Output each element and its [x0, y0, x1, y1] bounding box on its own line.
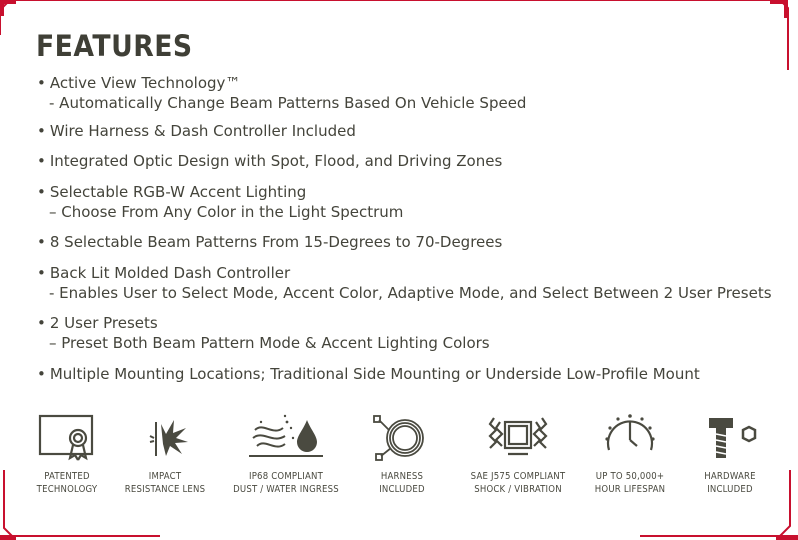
icon-label: PATENTED TECHNOLOGY [36, 471, 98, 495]
certificate-icon [32, 408, 102, 464]
feature-main: • Back Lit Molded Dash Controller [37, 264, 290, 282]
feature-main: • 2 User Presets [37, 314, 158, 332]
feature-main: • Selectable RGB-W Accent Lighting [37, 183, 306, 201]
feature-sub: - Automatically Change Beam Patterns Based On Vehicle Speed [49, 94, 527, 112]
feature-main: • 8 Selectable Beam Patterns From 15-Degrees to 70-Degrees [37, 233, 502, 251]
bolt-nut-icon [695, 408, 765, 464]
feature-item [37, 121, 356, 141]
icon-cell-harness [347, 408, 457, 496]
icon-cell-ip68 [231, 408, 341, 496]
icon-label: IP68 COMPLIANT DUST / WATER INGRESS [233, 471, 339, 495]
water-dust-icon [241, 408, 331, 464]
feature-item [37, 182, 403, 222]
stopwatch-icon [595, 408, 665, 464]
feature-main: • Wire Harness & Dash Controller Included [37, 122, 356, 140]
feature-sub: – Preset Both Beam Pattern Mode & Accent Lighting Colors [49, 334, 490, 352]
icon-label: SAE J575 COMPLIANT SHOCK / VIBRATION [470, 471, 566, 495]
icon-label: HARDWARE INCLUDED [704, 471, 756, 495]
page-title: FEATURES [36, 29, 193, 63]
feature-item [37, 313, 490, 353]
feature-item [37, 232, 502, 252]
icon-cell-lifespan [575, 408, 685, 496]
feature-icons-row [0, 408, 798, 518]
harness-icon [367, 408, 437, 464]
feature-sub: - Enables User to Select Mode, Accent Color, Adaptive Mode, and Select Between 2 User Presets [49, 284, 772, 302]
vibration-icon [478, 408, 558, 464]
feature-main: • Active View Technology™ [37, 74, 240, 92]
feature-main: • Multiple Mounting Locations; Traditional Side Mounting or Underside Low-Profile Mount [37, 365, 700, 383]
feature-item [37, 151, 502, 171]
icon-label: UP TO 50,000+ HOUR LIFESPAN [594, 471, 666, 495]
feature-item [37, 364, 700, 384]
feature-main: • Integrated Optic Design with Spot, Flood, and Driving Zones [37, 152, 502, 170]
feature-sub: – Choose From Any Color in the Light Spectrum [49, 203, 404, 221]
feature-item [37, 263, 772, 303]
icon-cell-hardware [675, 408, 785, 496]
icon-label: IMPACT RESISTANCE LENS [124, 471, 206, 495]
feature-item [37, 73, 526, 113]
impact-icon [130, 408, 200, 464]
icon-label: HARNESS INCLUDED [379, 471, 425, 495]
icon-cell-patented [12, 408, 122, 496]
icon-cell-sae [463, 408, 573, 496]
icon-cell-impact [110, 408, 220, 496]
